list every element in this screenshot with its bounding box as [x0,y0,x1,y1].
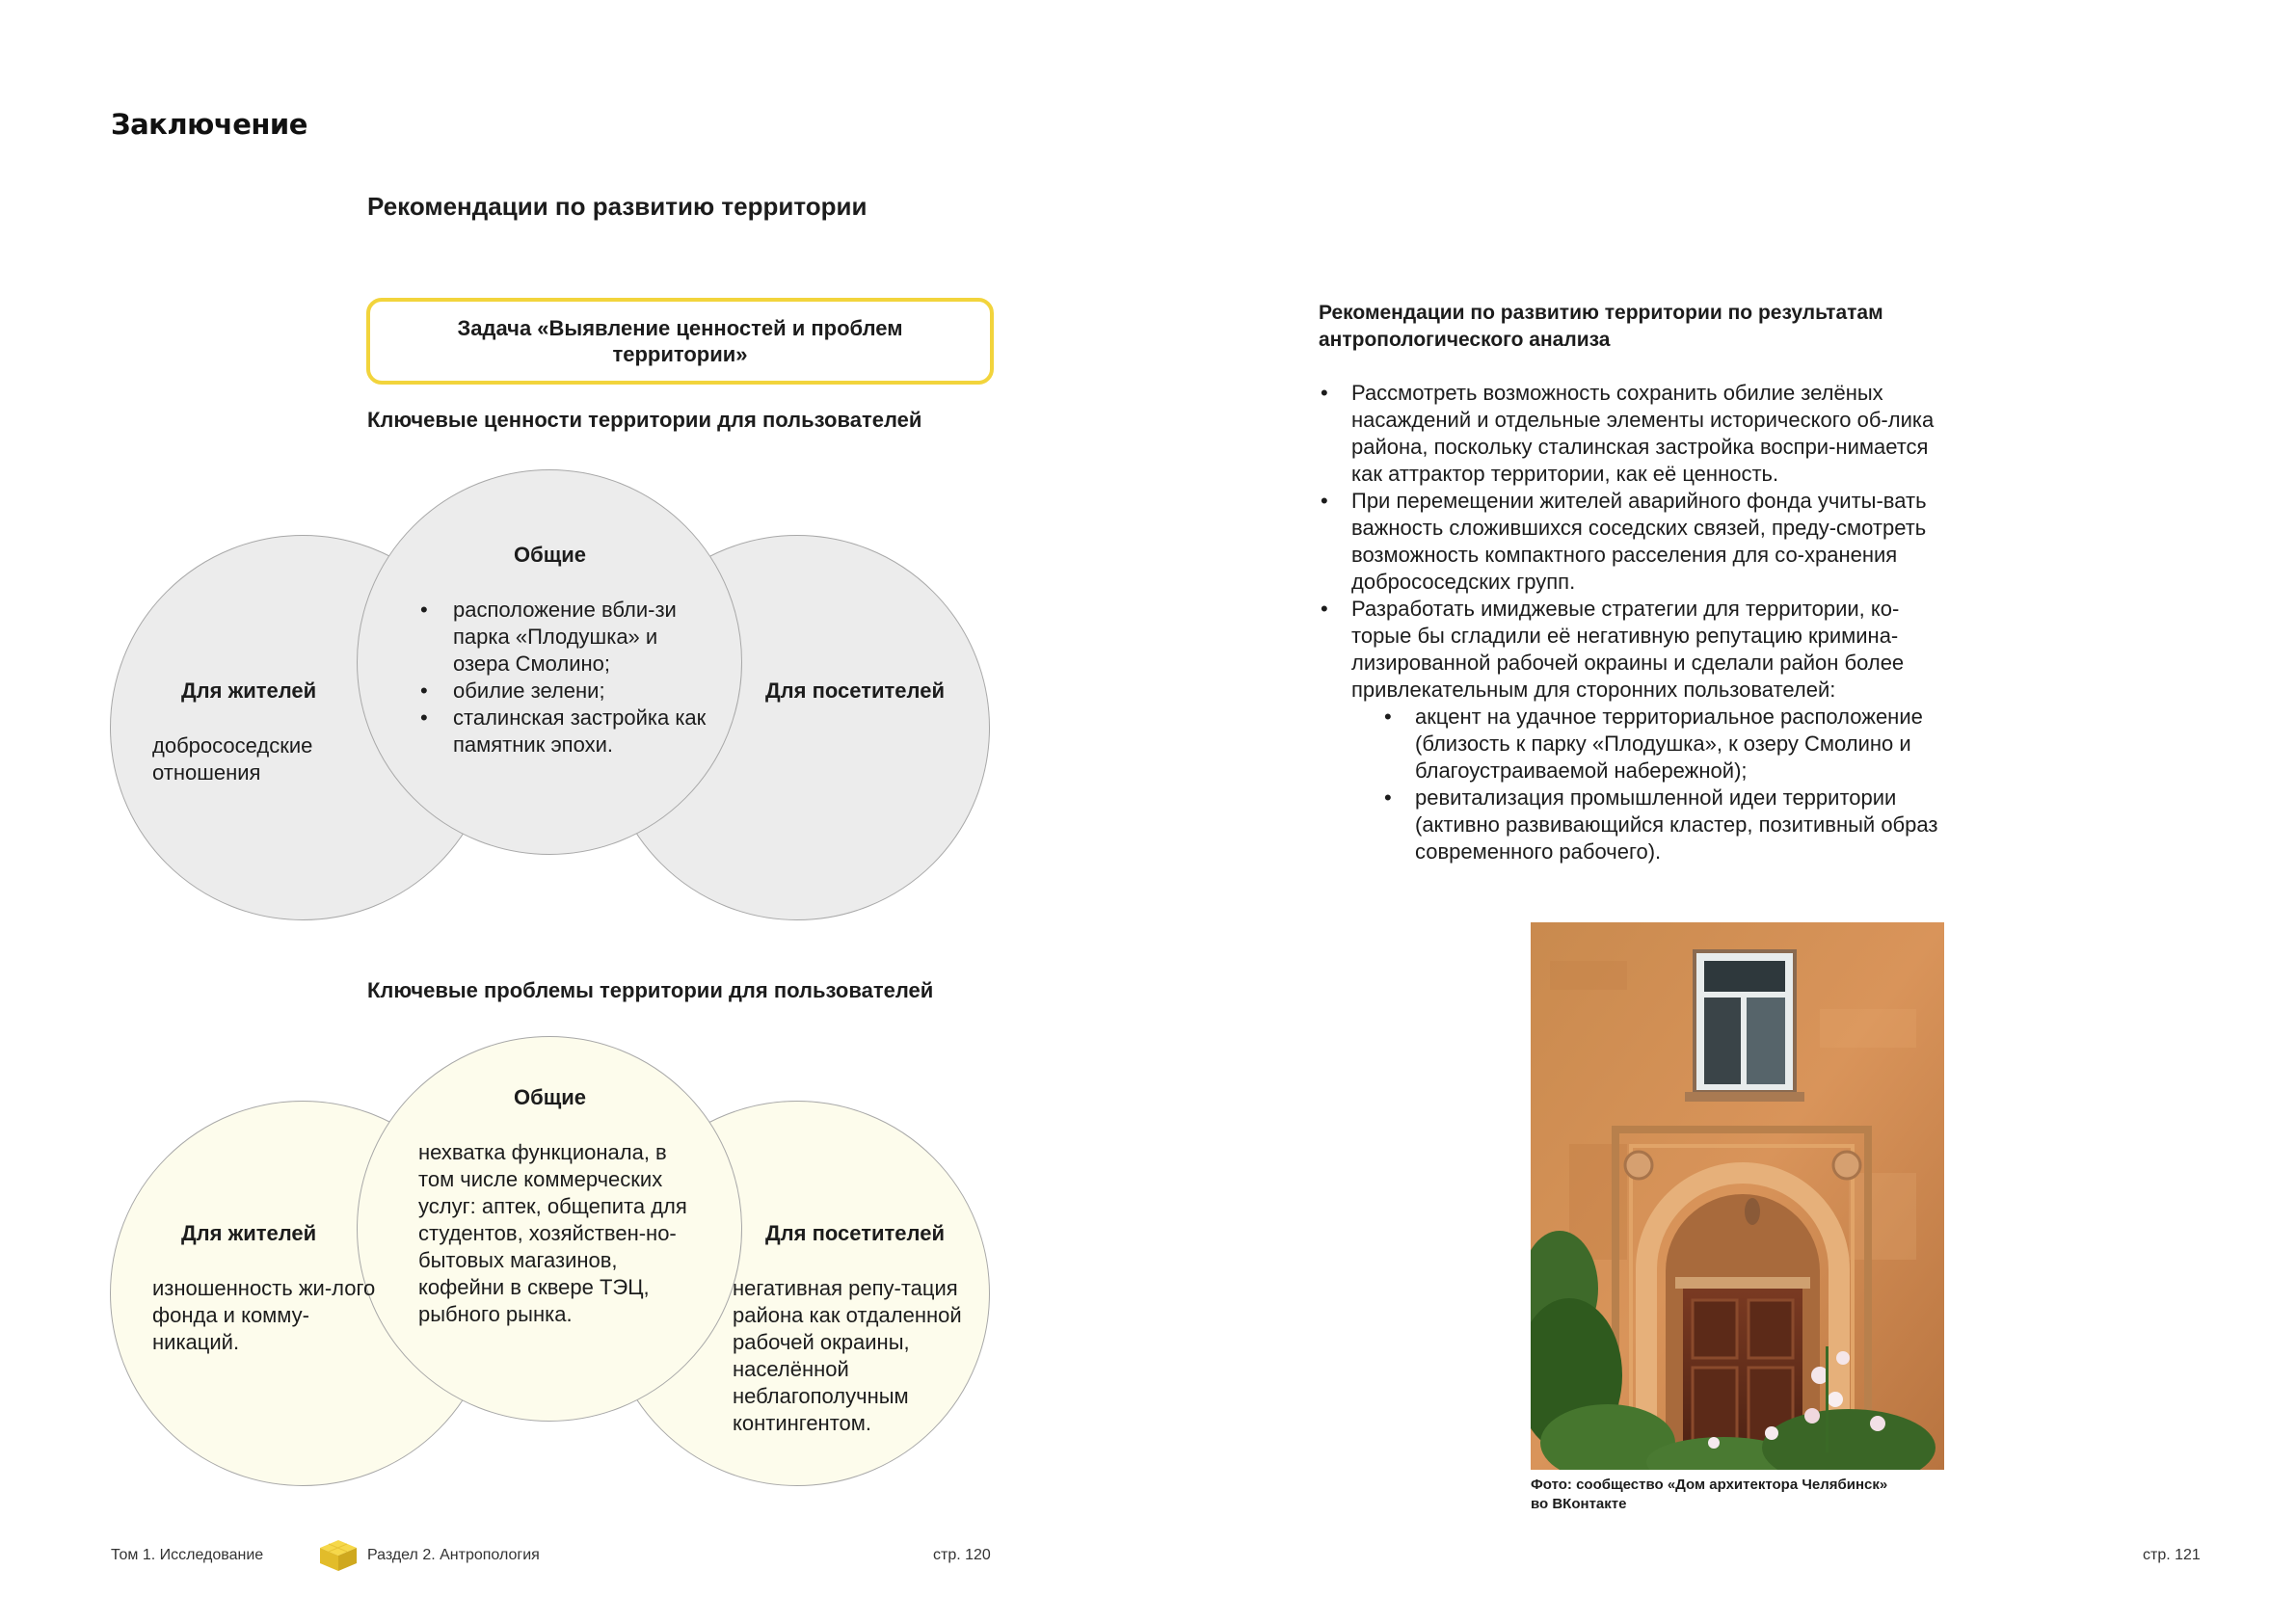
problems-residents-title: Для жителей [181,1221,317,1245]
list-item: • обилие зелени; [418,678,707,705]
footer-page-left: стр. 120 [933,1547,991,1563]
problems-visitors-title: Для посетителей [765,1221,945,1245]
list-item: • При перемещении жителей аварийного фонда учиты-вать важность сложившихся соседских связей, преду-смотреть возможность компактного расселения для со-хранения добрососедских групп. [1319,488,1955,596]
list-item: • сталинская застройка как памятник эпохи. [418,705,707,758]
values-visitors-title: Для посетителей [765,678,945,703]
values-heading: Ключевые ценности территории для пользователей [367,408,922,432]
footer-volume: Том 1. Исследование [111,1547,264,1563]
list-item [1319,596,1955,865]
list-item-text: Разработать имиджевые стратегии для территории, ко-торые бы сгладили её негативную репутацию кримина-лизированной рабочей окраины и сделали район более привлекательным для сторонних пользователей: [1351,597,1905,702]
page-heading: Рекомендации по развитию территории [367,192,868,221]
problems-common-text: нехватка функционала, в том числе коммерческих услуг: аптек, общепита для студентов, хозяйствен-но-бытовых магазинов, кофейни в сквере ТЭЦ, рыбного рынка. [418,1140,687,1326]
building-photo [1531,922,1944,1470]
photo-caption [1531,1476,1887,1514]
recommendations-list [1319,380,1955,865]
values-common-list [418,597,707,758]
problems-heading: Ключевые проблемы территории для пользователей [367,978,934,1002]
photo-caption-line: Фото: сообщество «Дом архитектора Челябинск» [1531,1477,1888,1493]
list-item: • Рассмотреть возможность сохранить обилие зелёных насаждений и отдельные элементы исторического об-лика района, поскольку сталинская застройка воспри-нимается как аттрактор территории, как её ценность. [1319,380,1955,488]
task-box-text: Задача «Выявление ценностей и проблем территории» [457,316,903,366]
task-box [366,298,994,385]
values-common-title: Общие [514,543,587,567]
section-cube-icon [318,1538,359,1573]
problems-residents-text: изношенность жи-лого фонда и комму-никаций. [152,1276,376,1354]
problems-visitors-text: негативная репу-тация района как отдаленной рабочей окраины, населённой неблагополучным контингентом. [733,1276,962,1435]
problems-common-title: Общие [514,1085,587,1109]
footer-page-right: стр. 121 [2143,1547,2201,1563]
values-residents-title: Для жителей [181,678,317,703]
list-item: • расположение вбли-зи парка «Плодушка» и озера Смолино; [418,597,707,678]
section-title: Заключение [111,108,307,141]
sub-list-item: • акцент на удачное территориальное расположение (близость к парку «Плодушка», к озеру Смолино и благоустраиваемой набережной); [1351,704,1955,785]
sub-list-item: • ревитализация промышленной идеи территории (активно развивающийся кластер, позитивный образ современного рабочего). [1351,785,1955,865]
footer-section: Раздел 2. Антропология [367,1547,540,1563]
values-residents-text: добрососедские отношения [152,733,313,785]
recommendations-heading: Рекомендации по развитию территории по результатам антропологического анализа [1319,302,1883,351]
photo-caption-line: во ВКонтакте [1531,1496,1627,1512]
